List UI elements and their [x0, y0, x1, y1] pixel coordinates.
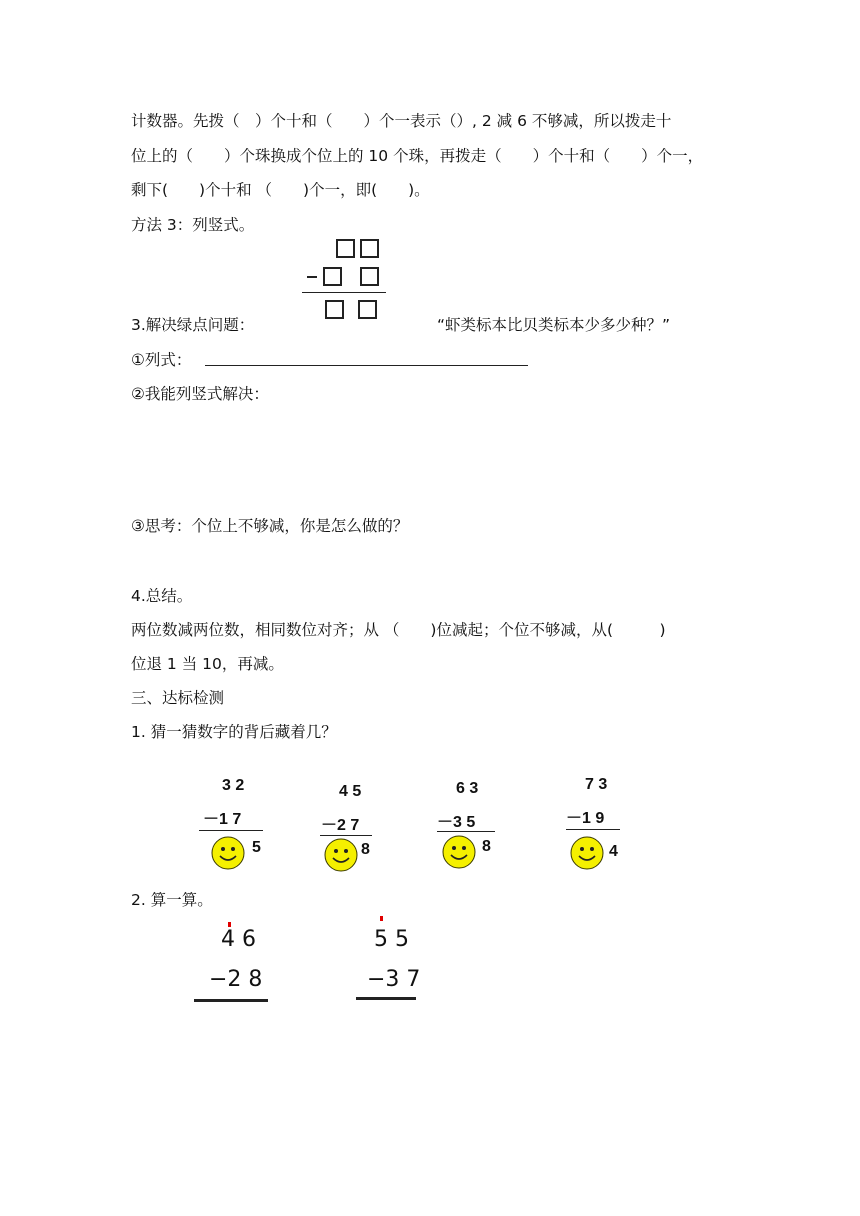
text-line: ③思考：个位上不够减，你是怎么做的？	[131, 517, 409, 535]
minuend: 3 2	[222, 777, 245, 794]
text-line: 位上的（ ）个珠换成个位上的 10 个珠，再拨走（ ）个十和（ ）个一，	[131, 147, 704, 165]
result-line	[302, 292, 386, 293]
text-line: 4.总结。	[131, 587, 193, 605]
difference: 8	[482, 838, 491, 855]
text-line: 剩下( )个十和 （ )个一，即( )。	[131, 181, 430, 199]
difference: 8	[361, 841, 370, 858]
section-heading: 三、达标检测	[131, 689, 225, 707]
subtrahend: －1 9	[566, 810, 605, 827]
text-line: 两位数减两位数，相同数位对齐；从 （ )位减起；个位不够减，从( )	[131, 621, 666, 639]
text-line: 方法 3：列竖式。	[131, 216, 255, 234]
difference: 5	[252, 839, 261, 856]
result-line	[194, 999, 268, 1002]
digit-box[interactable]	[323, 267, 342, 286]
result-line	[320, 835, 372, 836]
result-line	[437, 831, 495, 832]
result-line	[199, 830, 263, 831]
subtrahend: －3 5	[437, 814, 476, 831]
text-line: 3.解决绿点问题：	[131, 316, 255, 334]
result-line	[356, 997, 416, 1000]
text-line: ①列式：	[131, 351, 192, 369]
digit-box[interactable]	[325, 300, 344, 319]
text-line: 位退 1 当 10，再减。	[131, 655, 284, 673]
difference: 4	[609, 843, 618, 860]
result-line	[566, 829, 620, 830]
smiley-face-icon	[211, 836, 245, 870]
text-line: ②我能列竖式解决：	[131, 385, 269, 403]
smiley-face-icon	[570, 836, 604, 870]
subtrahend: −2 8	[209, 967, 263, 992]
subtrahend: −3 7	[367, 967, 421, 992]
digit-box[interactable]	[360, 239, 379, 258]
minuend: 4 6	[221, 927, 256, 952]
text-line: “虾类标本比贝类标本少多少种？”	[437, 316, 671, 334]
smiley-face-icon	[324, 838, 358, 872]
smiley-face-icon	[442, 835, 476, 869]
minuend: 6 3	[456, 780, 479, 797]
answer-line[interactable]	[205, 365, 528, 366]
subtrahend: －1 7	[203, 811, 242, 828]
text-line: 1. 猜一猜数字的背后藏着几？	[131, 723, 337, 741]
borrow-dot	[380, 916, 383, 921]
digit-box[interactable]	[358, 300, 377, 319]
minuend: 5 5	[374, 927, 409, 952]
subtrahend: －2 7	[321, 817, 360, 834]
text-line: 计数器。先拨（ ）个十和（ ）个一表示（）, 2 减 6 不够减，所以拨走十	[131, 112, 672, 130]
digit-box[interactable]	[336, 239, 355, 258]
minuend: 7 3	[585, 776, 608, 793]
minuend: 4 5	[339, 783, 362, 800]
digit-box[interactable]	[360, 267, 379, 286]
text-line: 2. 算一算。	[131, 891, 213, 909]
minus-sign	[307, 276, 317, 278]
